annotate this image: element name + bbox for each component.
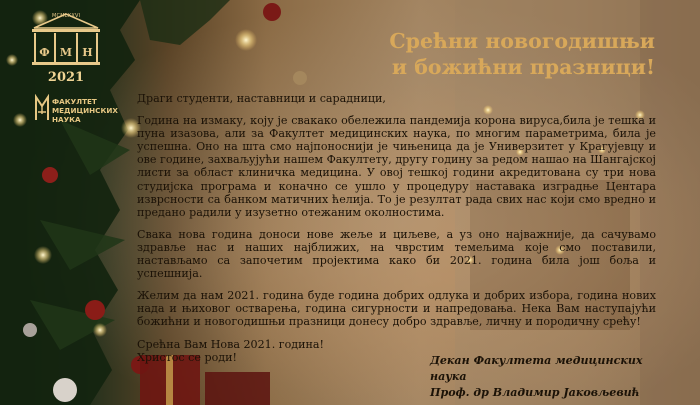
holiday-headline bbox=[340, 28, 655, 80]
signature-title: Декан Факултета медицинских наука bbox=[430, 354, 643, 383]
letter-closing-1: Срећна Вам Нова 2021. година! bbox=[137, 337, 324, 351]
letter-paragraph-2: Свака нова година доноси нове жеље и циљеве, а уз оно најважније, да сачувамо здравље нас и наших најближих, на чврстим темељима које смо поставили, настављамо са започетим пројектима како би 2021. година била још боља и успешнија. bbox=[137, 227, 656, 281]
faculty-name bbox=[52, 97, 118, 124]
logo-temple-icon bbox=[30, 12, 102, 70]
letter-paragraph-3: Желим да нам 2021. година буде година добрих одлука и добрих избора, година нових нада и њиховог остварења, година сигурности и напредовања. Нека Вам наступајући божићни и новогодишњи празници донесу добро здравље, личну и породичну срећу! bbox=[137, 289, 656, 329]
logo-year: 2021 bbox=[47, 70, 85, 85]
faculty-name-line2: МЕДИЦИНСКИХ bbox=[52, 106, 118, 115]
logo-letter-n: Н bbox=[82, 46, 93, 59]
logo-letter-f: Ф bbox=[39, 46, 50, 59]
signature-name: Проф. др Владимир Јаковљевић bbox=[430, 386, 640, 399]
signature-block bbox=[400, 353, 656, 401]
faculty-name-line1: ФАКУЛТЕТ bbox=[52, 97, 97, 106]
logo-letters bbox=[36, 46, 96, 59]
logo-roman-numeral: MCMLXXVI bbox=[52, 13, 81, 19]
logo-letter-m: М bbox=[59, 46, 73, 59]
headline-line1: Срећни новогодишњи bbox=[389, 29, 655, 53]
faculty-monogram-icon bbox=[34, 94, 50, 122]
headline-line2: и божићни празници! bbox=[391, 55, 655, 79]
letter-salutation: Драги студенти, наставници и сарадници, bbox=[137, 92, 386, 105]
faculty-name-line3: НАУКА bbox=[52, 115, 81, 124]
letter-body bbox=[137, 92, 656, 364]
letter-paragraph-1: Година на измаку, коју је свакако обележила пандемија корона вируса,била је тешка и пуна изазова, али за Факултет медицинских наука, по многим параметрима, била је успешна. Оно на шта смо најпоноснији је чињеница да је Универзитет у Крагујевцу и ове године, захваљујући нашем Факултету, другу годину за редом нашао на Шангајској листи за област клиничка медицина. У овој тешкој години акредитована су три нова студијска програма и коначно се ушло у процедуру наставака изградње Центара изврсности са банком матичних ћелија. То је резултат рада свих нас који смо вредно и предано радили у изузетно отежаним околностима. bbox=[137, 114, 656, 219]
letter-closing-2: Христос се роди! bbox=[137, 350, 237, 364]
